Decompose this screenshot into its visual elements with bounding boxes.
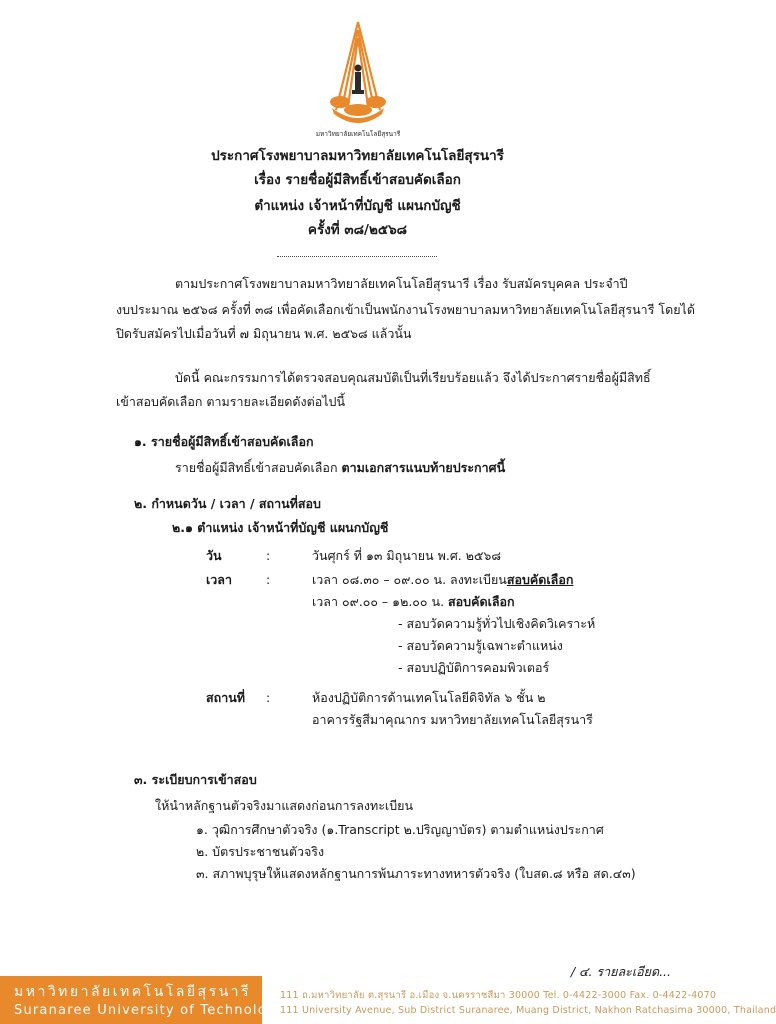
section1-body-emphasis: ตามเอกสารแนบท้ายประกาศนี้ bbox=[341, 460, 506, 475]
time-slot-2 bbox=[312, 594, 515, 610]
time-slot-2-emphasis: สอบคัดเลือก bbox=[448, 594, 515, 609]
date-label: วัน bbox=[206, 548, 222, 563]
requirement-item: ๒. บัตรประชาชนตัวจริง bbox=[196, 844, 325, 859]
date-value: วันศุกร์ ที่ ๑๓ มิถุนายน พ.ศ. ๒๕๖๘ bbox=[312, 548, 502, 563]
time-colon: : bbox=[266, 572, 271, 587]
logo-caption: มหาวิทยาลัยเทคโนโลยีสุรนารี bbox=[315, 130, 401, 138]
footer-brand-bar bbox=[0, 976, 286, 1024]
intro-p1-line2: งบประมาณ ๒๕๖๘ ครั้งที่ ๓๘ เพื่อคัดเลือกเข้าเป็นพนักงานโรงพยาบาลมหาวิทยาลัยเทคโนโลยีสุรนารี โดยได้ bbox=[116, 302, 695, 317]
time-slot-1-text: เวลา ๐๘.๓๐ – ๐๙.๐๐ น. ลงทะเบียน bbox=[312, 572, 507, 587]
suranaree-seal-logo bbox=[315, 20, 401, 140]
section1-body-text: รายชื่อผู้มีสิทธิ์เข้าสอบคัดเลือก bbox=[175, 460, 342, 475]
place-line-2: อาคารรัฐสีมาคุณากร มหาวิทยาลัยเทคโนโลยีสุรนารี bbox=[312, 712, 593, 727]
subject-item: - สอบวัดความรู้ทั่วไปเชิงคิดวิเคราะห์ bbox=[398, 616, 596, 631]
section2-subheading: ๒.๑ ตำแหน่ง เจ้าหน้าที่บัญชี แผนกบัญชี bbox=[172, 520, 389, 535]
intro-p1-line1: ตามประกาศโรงพยาบาลมหาวิทยาลัยเทคโนโลยีสุรนารี เรื่อง รับสมัครบุคคล ประจำปี bbox=[175, 276, 628, 291]
announcement-subject: เรื่อง รายชื่อผู้มีสิทธิ์เข้าสอบคัดเลือก bbox=[254, 172, 461, 188]
intro-p2-line1: บัดนี้ คณะกรรมการได้ตรวจสอบคุณสมบัติเป็นที่เรียบร้อยแล้ว จึงได้ประกาศรายชื่อผู้มีสิทธิ์ bbox=[175, 370, 651, 385]
place-colon: : bbox=[266, 690, 271, 705]
intro-p1-line3: ปิดรับสมัครไปเมื่อวันที่ ๗ มิถุนายน พ.ศ. ๒๕๖๘ แล้วนั้น bbox=[116, 326, 412, 341]
section3-intro: ให้นำหลักฐานตัวจริงมาแสดงก่อนการลงทะเบียน bbox=[155, 798, 413, 813]
section3-heading: ๓. ระเบียบการเข้าสอบ bbox=[134, 772, 257, 787]
section1-body bbox=[175, 460, 505, 476]
section2-heading: ๒. กำหนดวัน / เวลา / สถานที่สอบ bbox=[134, 496, 321, 511]
requirement-item: ๓. สภาพบุรุษให้แสดงหลักฐานการพ้นภาระทางทหารตัวจริง (ใบสด.๘ หรือ สด.๔๓) bbox=[196, 866, 636, 881]
time-slot-2-text: เวลา ๐๙.๐๐ – ๑๒.๐๐ น. bbox=[312, 594, 449, 609]
announcement-title: ประกาศโรงพยาบาลมหาวิทยาลัยเทคโนโลยีสุรนารี bbox=[211, 148, 504, 164]
section1-heading: ๑. รายชื่อผู้มีสิทธิ์เข้าสอบคัดเลือก bbox=[134, 434, 314, 449]
time-slot-1 bbox=[312, 572, 573, 588]
subject-item: - สอบวัดความรู้เฉพาะตำแหน่ง bbox=[398, 638, 563, 653]
footer-address-en: 111 University Avenue, Sub District Suranaree, Muang District, Nakhon Ratchasima 30000, Thailand bbox=[280, 1005, 776, 1016]
divider-dots bbox=[277, 256, 437, 257]
subject-item: - สอบปฏิบัติการคอมพิวเตอร์ bbox=[398, 660, 550, 675]
time-label: เวลา bbox=[206, 572, 232, 587]
date-colon: : bbox=[266, 548, 271, 563]
place-line-1: ห้องปฏิบัติการด้านเทคโนโลยีดิจิทัล ๖ ชั้น ๒ bbox=[312, 690, 546, 705]
continued-note: / ๔. รายละเอียด... bbox=[570, 964, 671, 979]
footer-english-name: Suranaree University of Technology bbox=[14, 1003, 286, 1018]
position-title: ตำแหน่ง เจ้าหน้าที่บัญชี แผนกบัญชี bbox=[254, 198, 461, 214]
footer-thai-name: มหาวิทยาลัยเทคโนโลยีสุรนารี bbox=[14, 984, 252, 1000]
requirement-item: ๑. วุฒิการศึกษาตัวจริง (๑.Transcript ๒.ปริญญาบัตร) ตามตำแหน่งประกาศ bbox=[196, 822, 604, 837]
time-slot-1-emphasis: สอบคัดเลือก bbox=[506, 572, 574, 587]
intro-p2-line2: เข้าสอบคัดเลือก ตามรายละเอียดดังต่อไปนี้ bbox=[116, 394, 346, 409]
place-label: สถานที่ bbox=[206, 690, 246, 705]
announcement-number: ครั้งที่ ๓๘/๒๕๖๘ bbox=[307, 222, 408, 238]
footer-address-th: 111 ถ.มหาวิทยาลัย ต.สุรนารี อ.เมือง จ.นครราชสีมา 30000 Tel. 0-4422-3000 Fax. 0-4422-4070 bbox=[280, 990, 717, 1001]
